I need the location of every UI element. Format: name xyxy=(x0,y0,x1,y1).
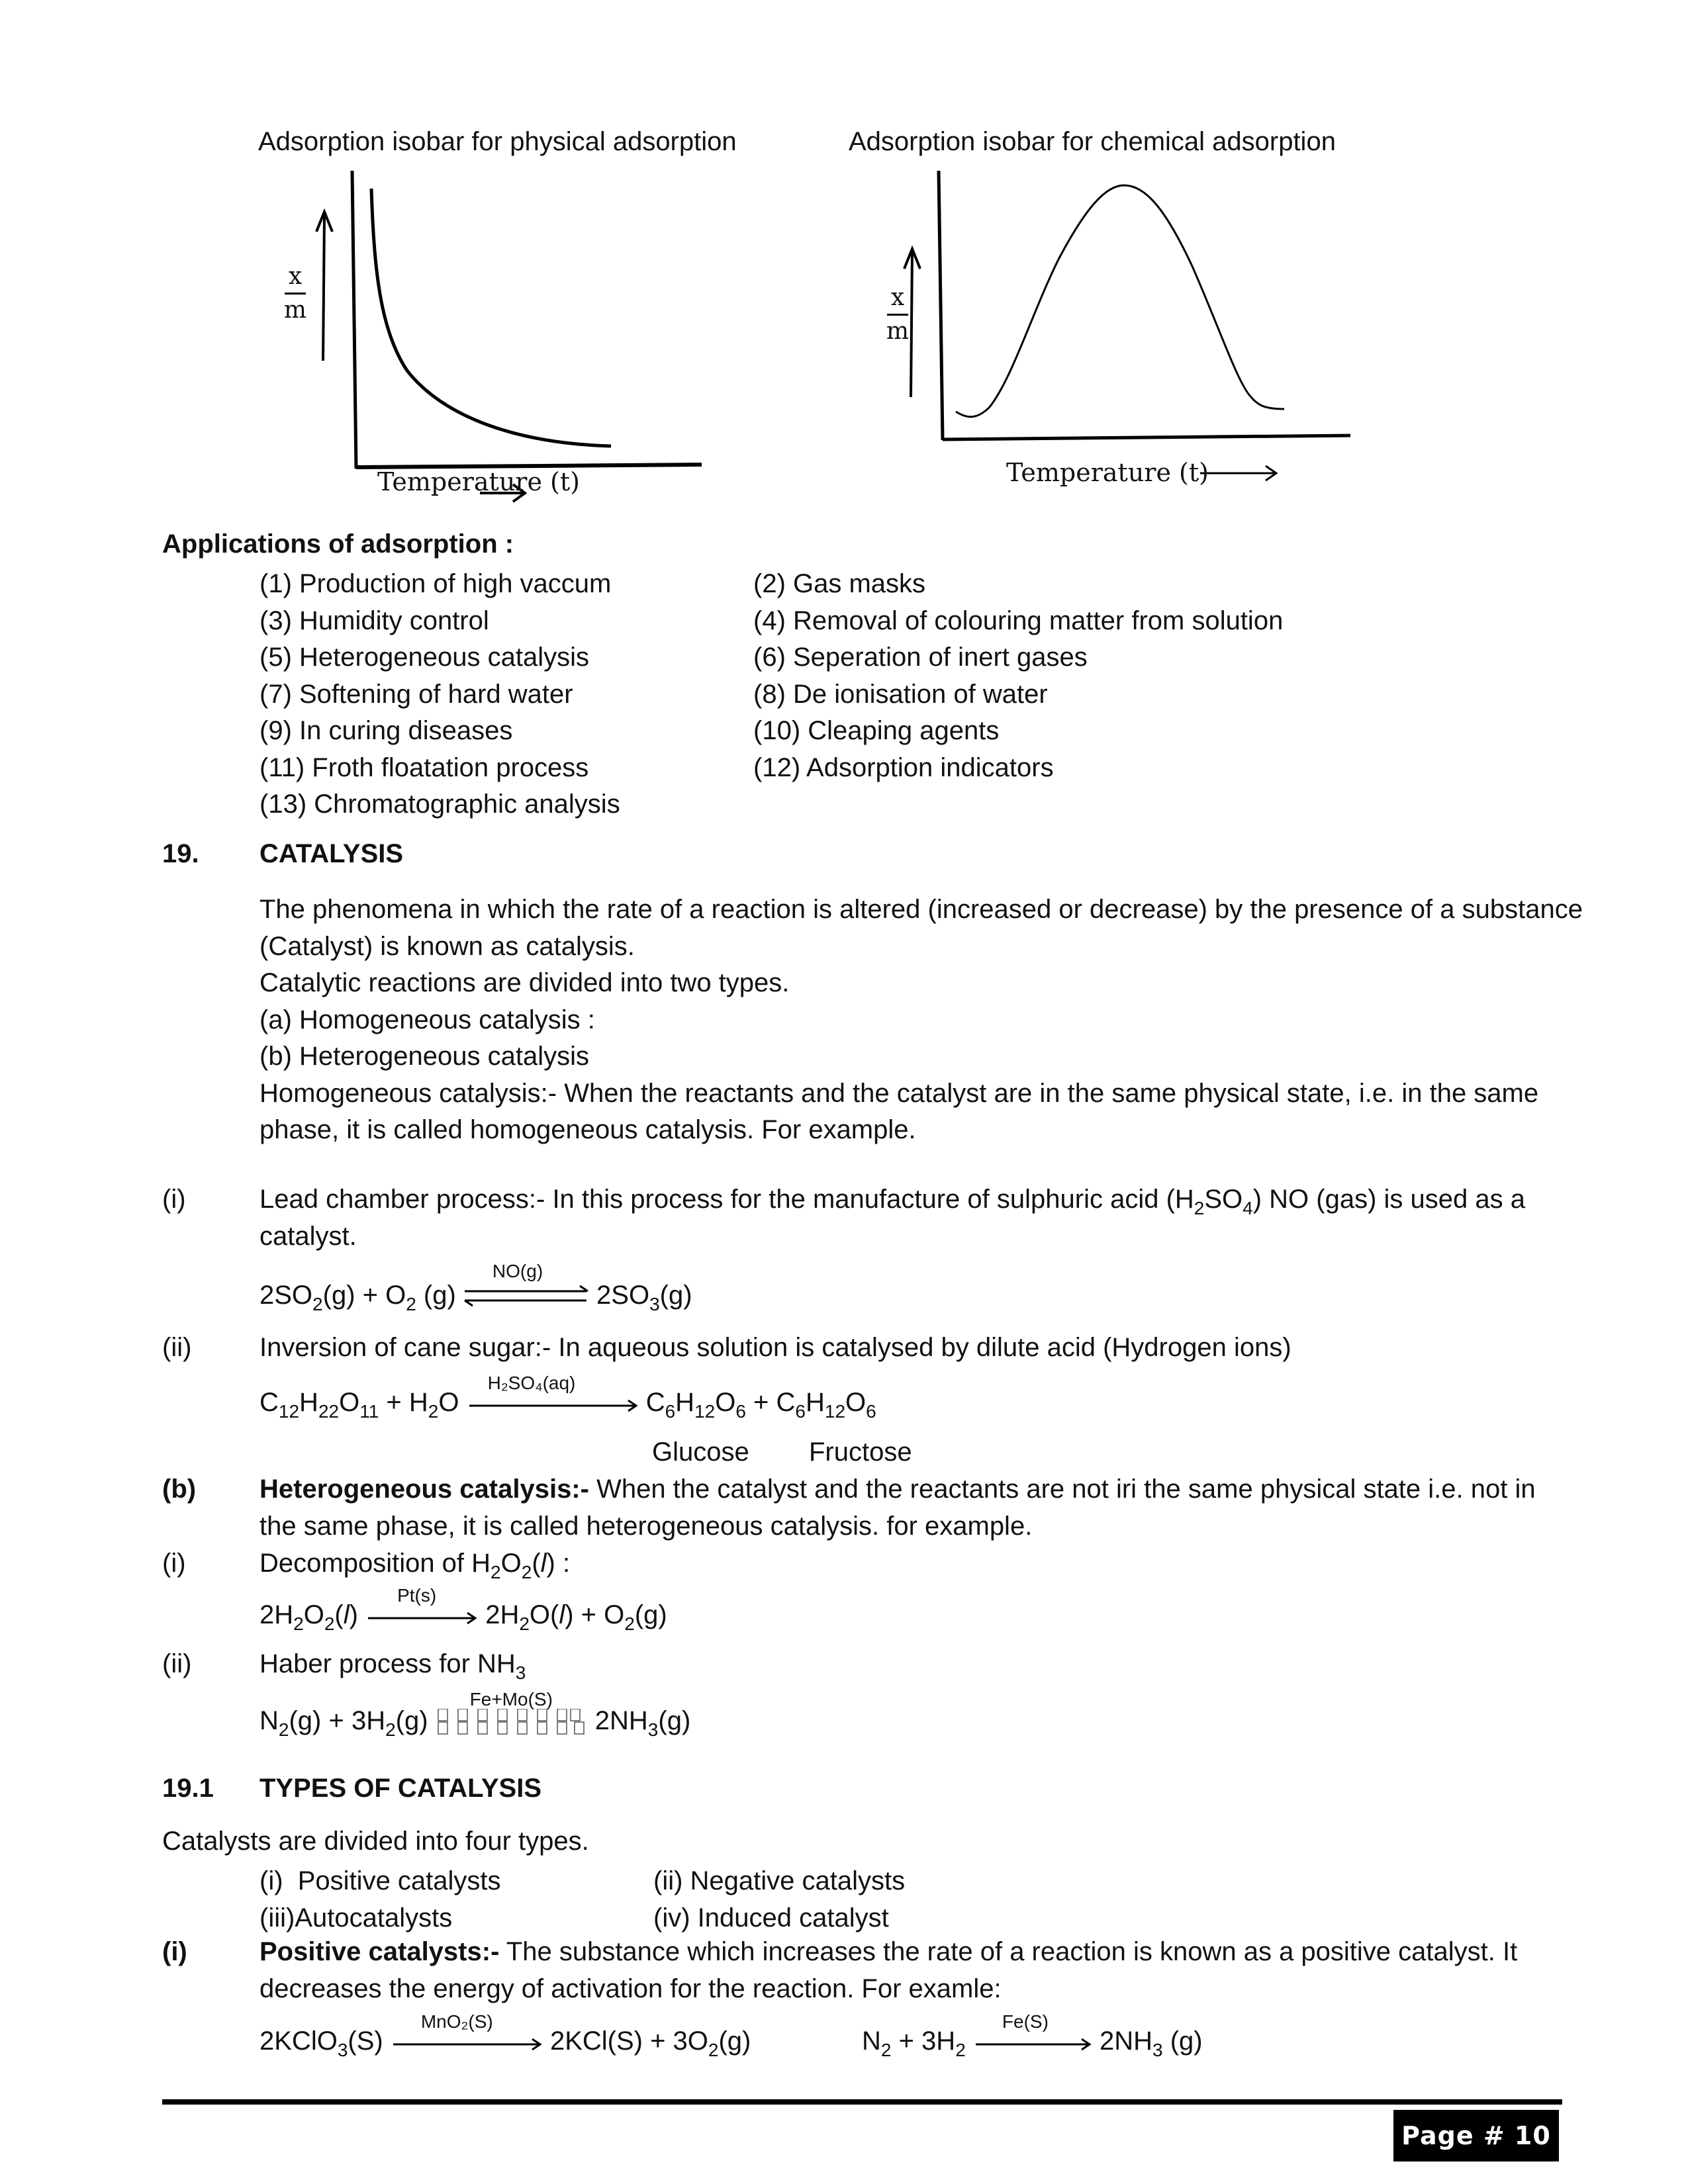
applications-left-list xyxy=(259,566,620,823)
term-bold: Heterogeneous catalysis:- xyxy=(259,1475,589,1504)
chart-physical-x-label: Temperature (t) xyxy=(377,467,580,496)
paragraph-line: (Catalyst) is known as catalysis. xyxy=(259,931,635,961)
lead-chamber-text-line2: catalyst. xyxy=(259,1222,357,1251)
catalyst-label: NO(g) xyxy=(492,1261,543,1282)
list-item: (9) In curing diseases xyxy=(259,716,513,745)
text-segment: ) NO (gas) is used as a xyxy=(1252,1185,1525,1214)
types-left-list xyxy=(259,1863,501,1936)
term-bold: Positive catalysts:- xyxy=(259,1937,500,1966)
item-label: (i) xyxy=(162,1185,186,1214)
list-item: (10) Cleaping agents xyxy=(753,716,1000,745)
equation-haber-fe: $N_2 + 3H_2$ Fe(S) $2NH_3$ (g) xyxy=(862,2011,1203,2060)
text-segment: Haber process for NH xyxy=(259,1649,516,1678)
types-intro: Catalysts are divided into four types. xyxy=(162,1827,589,1856)
list-item: (5) Heterogeneous catalysis xyxy=(259,643,590,672)
catalyst-label: Fe(S) xyxy=(1002,2011,1049,2032)
catalysis-definition xyxy=(259,891,1583,1149)
applications-right-list xyxy=(753,566,1283,786)
list-item: (2) Gas masks xyxy=(753,569,926,598)
chart-chemical-adsorption xyxy=(861,159,1377,503)
equation-cane-sugar: $C_{12}H_{22}O_{11} + H_2O$ H₂SO₄(aq) $C_6H_{12}O_6 + C_6H_{12}O_6$ xyxy=(259,1373,876,1422)
paragraph-line: phase, it is called homogeneous catalysis. For example. xyxy=(259,1115,916,1144)
lead-chamber-text: Lead chamber process:- In this process for the manufacture of sulphuric acid $(H_2SO_4)$ NO (gas) is used as a xyxy=(259,1185,1525,1218)
chart-physical-adsorption xyxy=(252,159,715,510)
list-item: (12) Adsorption indicators xyxy=(753,752,1054,782)
catalyst-label: Fe+Mo(S) xyxy=(469,1689,553,1710)
hetero-definition-line1 xyxy=(259,1475,1536,1504)
decomposition-text: Decomposition of $H_2O_2(l)$ : xyxy=(259,1549,571,1582)
chart-physical-title: Adsorption isobar for physical adsorption xyxy=(258,127,737,156)
equation-h2o2: $2H_2O_2(l)$ Pt(s) $2H_2O(l) + O_2(g)$ xyxy=(259,1585,667,1634)
text-segment: The substance which increases the rate of a reaction is known as a positive catalyst. It xyxy=(499,1937,1518,1966)
list-item: (6) Seperation of inert gases xyxy=(753,643,1088,672)
fructose-label: Fructose xyxy=(809,1437,912,1467)
chart-chemical-title: Adsorption isobar for chemical adsorption xyxy=(849,127,1336,156)
chart-chemical-x-label: Temperature (t) xyxy=(1006,458,1209,487)
text-segment: When the catalyst and the reactants are not iri the same physical state i.e. not in xyxy=(588,1475,1536,1504)
section-number: 19. xyxy=(162,839,199,868)
list-item: (8) De ionisation of water xyxy=(753,679,1048,709)
reaction-arrow-icon xyxy=(973,2011,1092,2052)
equation-haber: $N_2(g) + 3H_2(g)$ Fe+Mo(S) $2NH_3(g)$ xyxy=(259,1689,691,1740)
list-item: (11) Froth floatation process xyxy=(259,752,589,782)
y-label-numerator: x xyxy=(288,263,303,290)
section-title: CATALYSIS xyxy=(259,839,404,868)
y-label-denominator: m xyxy=(886,318,910,345)
paragraph-line: Homogeneous catalysis:- When the reactants and the catalyst are in the same physical state, i.e. in the same xyxy=(259,1078,1539,1108)
chart-chemical-y-label xyxy=(884,286,911,343)
paragraph-line: Catalytic reactions are divided into two types. xyxy=(259,968,790,997)
list-item: (iv) Induced catalyst xyxy=(653,1903,889,1933)
reaction-arrow-icon xyxy=(467,1373,639,1414)
positive-catalyst-line2: decreases the energy of activation for the reaction. For examle: xyxy=(259,1974,1002,2003)
item-label: (b) xyxy=(162,1475,197,1504)
section-number: 19.1 xyxy=(162,1774,214,1803)
equation-lead-chamber: $2SO_2(g) + O_2$ (g) NO(g) $2SO_3(g)$ xyxy=(259,1261,692,1314)
reaction-arrow-icon xyxy=(365,1585,478,1626)
list-item: (3) Humidity control xyxy=(259,606,489,635)
catalyst-label: Pt(s) xyxy=(397,1585,437,1606)
paragraph-line: The phenomena in which the rate of a reaction is altered (increased or decrease) by the presence of a substance xyxy=(259,895,1583,924)
equilibrium-arrow-icon xyxy=(463,1261,589,1310)
applications-heading: Applications of adsorption : xyxy=(162,529,514,559)
y-label-numerator: x xyxy=(890,284,905,311)
list-item: (iii)Autocatalysts xyxy=(259,1903,453,1933)
positive-catalyst-line1 xyxy=(259,1937,1517,1967)
haber-text: Haber process for $NH_3$ xyxy=(259,1649,526,1683)
item-label: (ii) xyxy=(162,1649,192,1678)
text-segment: SO xyxy=(1204,1185,1243,1214)
types-right-list xyxy=(653,1863,905,1936)
list-item: (1) Production of high vaccum xyxy=(259,569,612,598)
list-item: (ii) Negative catalysts xyxy=(653,1866,906,1895)
glucose-label: Glucose xyxy=(652,1437,749,1467)
item-label: (ii) xyxy=(162,1333,192,1362)
page-number-badge: Page # 10 xyxy=(1393,2110,1559,2161)
cane-sugar-text: Inversion of cane sugar:- In aqueous solution is catalysed by dilute acid (Hydrogen ions) xyxy=(259,1333,1291,1362)
item-label: (i) xyxy=(162,1549,186,1578)
section-title: TYPES OF CATALYSIS xyxy=(259,1774,541,1803)
text-segment: Lead chamber process:- In this process for the manufacture of sulphuric acid (H xyxy=(259,1185,1194,1214)
reaction-arrow-icon xyxy=(391,2011,543,2052)
catalyst-label: H₂SO₄(aq) xyxy=(487,1373,576,1394)
item-label: (i) xyxy=(162,1937,187,1966)
list-item: (13) Chromatographic analysis xyxy=(259,790,620,819)
footer-rule xyxy=(162,2099,1562,2105)
catalyst-label: MnO₂(S) xyxy=(420,2011,493,2032)
list-item: (i) Positive catalysts xyxy=(259,1866,501,1895)
list-item: (a) Homogeneous catalysis : xyxy=(259,1005,595,1034)
hetero-definition-line2: the same phase, it is called heterogeneous catalysis. for example. xyxy=(259,1512,1033,1541)
equation-kclo3: 2KClO$_3$(S) MnO₂(S) $2KCl(S) + 3O_2(g)$ xyxy=(259,2011,751,2060)
chart-physical-y-label xyxy=(282,265,308,322)
list-item: (7) Softening of hard water xyxy=(259,679,573,709)
text-segment: Decomposition of H xyxy=(259,1549,491,1578)
list-item: (b) Heterogeneous catalysis xyxy=(259,1042,590,1071)
list-item: (4) Removal of colouring matter from solution xyxy=(753,606,1284,635)
y-label-denominator: m xyxy=(283,296,307,324)
equilibrium-arrow-icon xyxy=(436,1689,588,1735)
